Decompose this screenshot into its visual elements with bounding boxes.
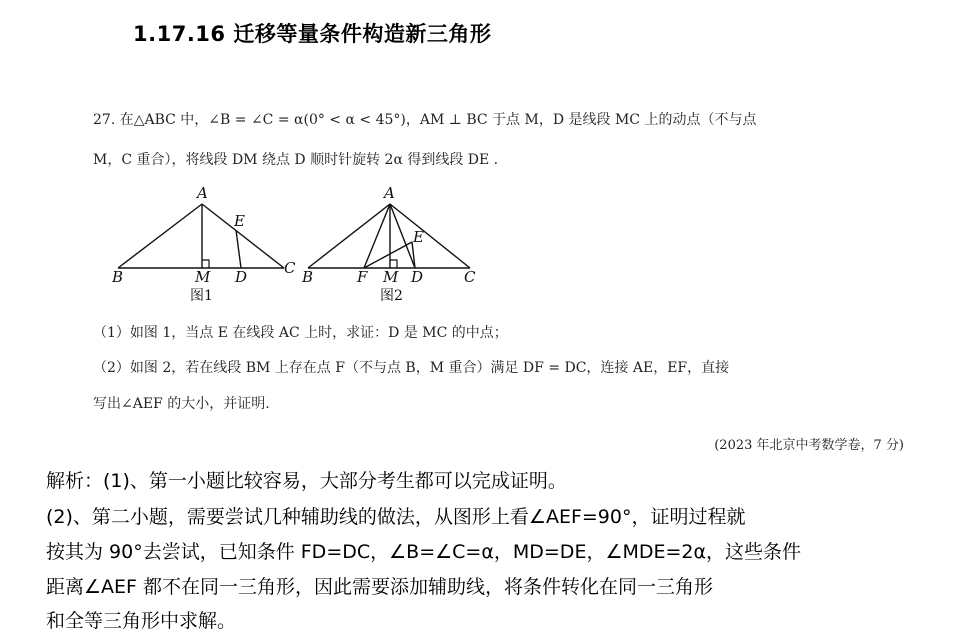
analysis-line-3: 按其为 90°去尝试，已知条件 FD=DC，∠B=∠C=α，MD=DE，∠MDE=2α，这些条件 <box>46 541 802 563</box>
question-2-continued: 写出∠AEF 的大小，并证明. <box>93 396 270 412</box>
figure-2 <box>298 182 488 311</box>
analysis-line-2: (2)、第二小题，需要尝试几种辅助线的做法，从图形上看∠AEF=90°，证明过程就 <box>46 506 746 528</box>
segment-de <box>236 230 241 268</box>
problem-statement-line-2: M，C 重合），将线段 DM 绕点 D 顺时针旋转 2α 得到线段 DE . <box>93 152 499 168</box>
question-1: （1）如图 1，当点 E 在线段 AC 上时，求证：D 是 MC 的中点； <box>93 325 508 341</box>
label-m: M <box>383 268 399 286</box>
label-a: A <box>197 184 208 202</box>
question-2: （2）如图 2，若在线段 BM 上存在点 F（不与点 B，M 重合）满足 DF = DC，连接 AE，EF，直接 <box>93 360 730 376</box>
segment-ab <box>118 204 202 268</box>
label-d: D <box>235 268 248 286</box>
label-a: A <box>384 184 395 202</box>
label-d: D <box>411 268 424 286</box>
problem-source: (2023 年北京中考数学卷，7 分) <box>714 438 904 453</box>
right-angle-mark <box>390 260 397 268</box>
segment-fe <box>364 242 412 268</box>
right-angle-mark <box>202 260 209 268</box>
figure-1-svg <box>108 182 308 307</box>
figure-2-svg <box>298 182 488 307</box>
analysis-line-5: 和全等三角形中求解。 <box>46 610 237 632</box>
figure-2-caption: 图2 <box>380 288 403 304</box>
label-b: B <box>302 268 314 286</box>
figure-1 <box>108 182 308 311</box>
analysis-line-1: 解析：(1)、第一小题比较容易，大部分考生都可以完成证明。 <box>46 470 567 492</box>
page-title: 1.17.16 迁移等量条件构造新三角形 <box>133 22 492 46</box>
figure-1-caption: 图1 <box>190 288 213 304</box>
label-m: M <box>195 268 211 286</box>
label-c: C <box>284 259 296 277</box>
analysis-line-4: 距离∠AEF 都不在同一三角形，因此需要添加辅助线，将条件转化在同一三角形 <box>46 576 714 598</box>
label-c: C <box>464 268 476 286</box>
label-e: E <box>413 228 424 246</box>
label-f: F <box>357 268 368 286</box>
label-e: E <box>234 212 245 230</box>
label-b: B <box>112 268 124 286</box>
problem-statement-line-1: 27. 在△ABC 中，∠B = ∠C = α(0° < α < 45°)，AM ⊥ BC 于点 M，D 是线段 MC 上的动点（不与点 <box>93 112 757 128</box>
